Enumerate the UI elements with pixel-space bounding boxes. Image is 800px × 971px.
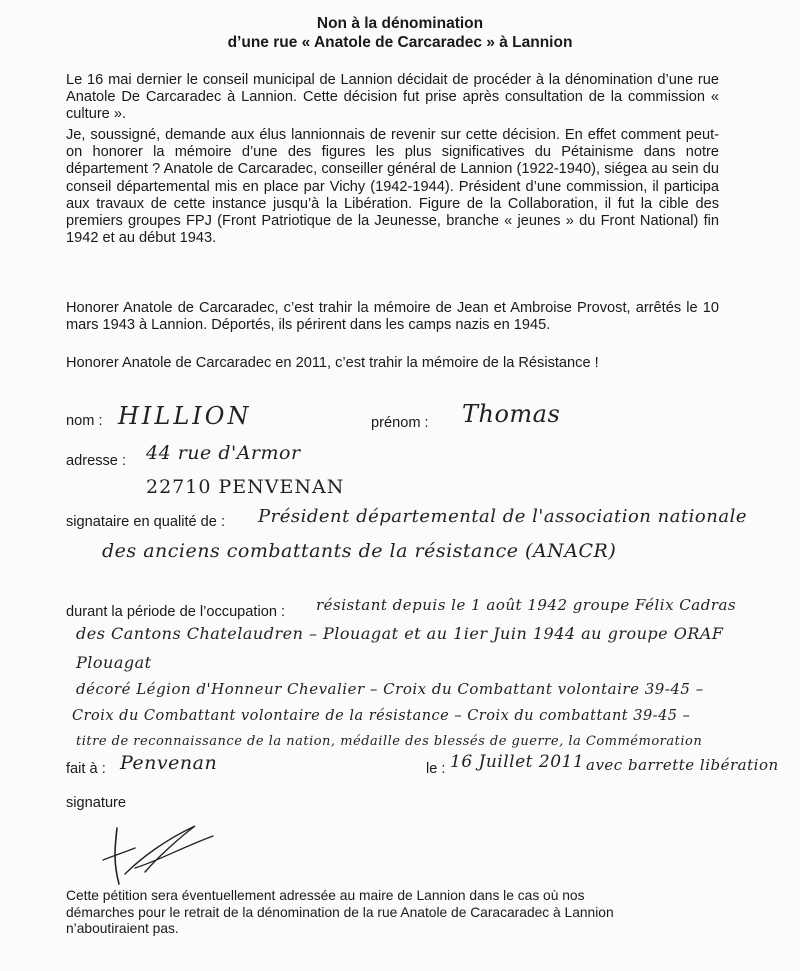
footer-line-2: démarches pour le retrait de la dénomination de la rue Anatole de Caracaradec à Lannion (66, 904, 614, 920)
document-title (0, 14, 800, 52)
occupation-line-2: des Cantons Chatelaudren – Plouagat et au 1ier Juin 1944 au groupe ORAF (76, 624, 724, 643)
nom-label: nom : (66, 413, 103, 429)
title-line-2: d’une rue « Anatole de Carcaradec » à Lannion (227, 34, 573, 51)
handwritten-signature (95, 818, 225, 894)
occupation-line-5: Croix du Combattant volontaire de la résistance – Croix du combattant 39-45 – (72, 708, 691, 724)
adresse-label: adresse : (66, 453, 127, 469)
paragraph-2: Je, soussigné, demande aux élus lannionnais de revenir sur cette décision. En effet comment peut-on honorer la mémoire d’une des figures les plus significatives du Pétainisme dans notre département ? Anatole de Carcaradec, conseiller général de Lannion (1922-1940), siégea au sein du conseil départemental mis en place par Vichy (1942-1944). Président d’une commission, il participa aux travaux de cette instance jusqu’à la Libération. Figure de la Collaboration, il fut la cible des premiers groupes FPJ (Front Patriotique de la Jeunesse, branche « jeunes » du Front National) fin 1942 et au début 1943. (66, 127, 719, 247)
le-value: 16 Juillet 2011 (450, 752, 585, 772)
occupation-line-4: décoré Légion d'Honneur Chevalier – Croix du Combattant volontaire 39-45 – (76, 680, 704, 698)
signataire-line-1: Président départemental de l'association nationale (258, 506, 748, 527)
adresse-line-2: 22710 PENVENAN (146, 476, 345, 498)
fait-value: Penvenan (120, 752, 218, 774)
signature-label: signature (66, 795, 127, 811)
title-line-1: Non à la dénomination (316, 15, 484, 32)
fait-label: fait à : (66, 761, 106, 777)
paragraph-3: Honorer Anatole de Carcaradec, c’est trahir la mémoire de Jean et Ambroise Provost, arrêtés le 10 mars 1943 à Lannion. Déportés, ils périrent dans les camps nazis en 1945. (66, 300, 719, 334)
paragraph-1: Le 16 mai dernier le conseil municipal de Lannion décidait de procéder à la dénomination d’une rue Anatole De Carcaradec à Lannion. Cette décision fut prise après consultation de la commission « culture ». (66, 72, 719, 123)
occupation-line-3: Plouagat (76, 653, 152, 672)
prenom-label: prénom : (371, 415, 429, 431)
le-extra: avec barrette libération (586, 756, 779, 774)
footer-line-1: Cette pétition sera éventuellement adressée au maire de Lannion dans le cas où nos (66, 888, 585, 903)
adresse-line-1: 44 rue d'Armor (146, 442, 301, 464)
paragraph-4: Honorer Anatole de Carcaradec en 2011, c’est trahir la mémoire de la Résistance ! (66, 355, 599, 371)
signataire-line-2: des anciens combattants de la résistance (ANACR) (102, 540, 617, 562)
prenom-value: Thomas (462, 400, 561, 428)
occupation-line-6: titre de reconnaissance de la nation, médaille des blessés de guerre, la Commémoration (76, 734, 703, 749)
le-label: le : (426, 761, 446, 777)
footer-line-3: n’aboutiraient pas. (66, 921, 179, 936)
footer-note (66, 888, 726, 938)
occupation-label: durant la période de l’occupation : (66, 604, 286, 620)
occupation-line-1: résistant depuis le 1 août 1942 groupe Félix Cadras (316, 596, 737, 614)
nom-value: HILLION (118, 402, 252, 430)
signataire-label: signataire en qualité de : (66, 514, 226, 530)
